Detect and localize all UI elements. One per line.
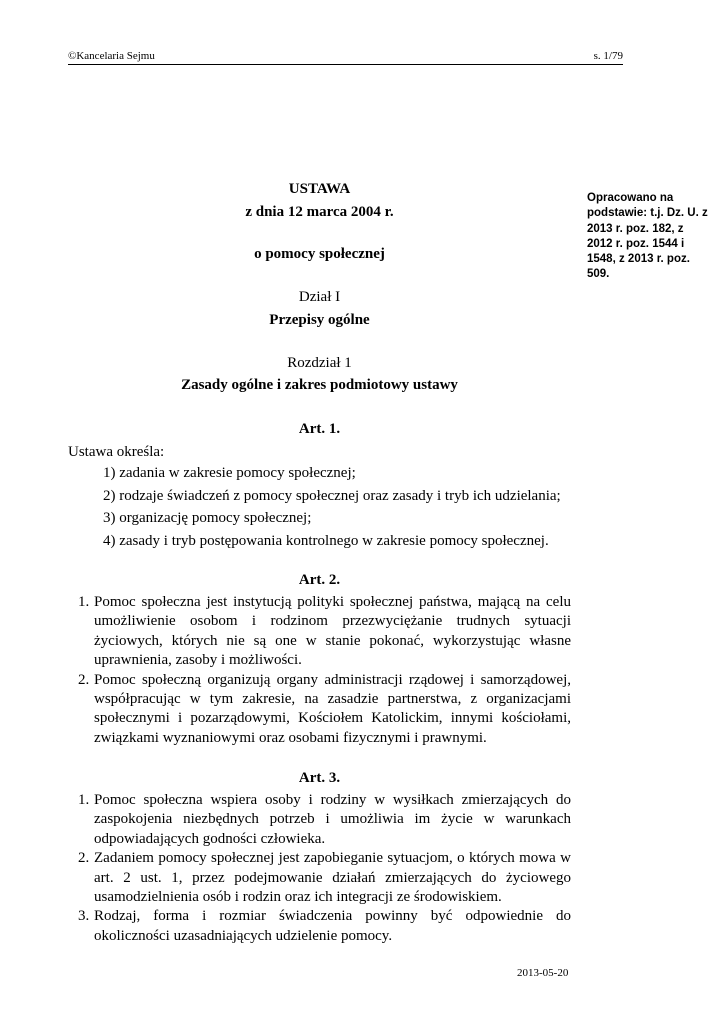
division-label: Dział I: [298, 289, 341, 305]
art3-heading: Art. 3.: [298, 770, 341, 786]
act-title: USTAWA: [288, 181, 351, 197]
paragraph: [78, 671, 571, 749]
list-item: 2) rodzaje świadczeń z pomocy społecznej oraz zasady i tryb ich udzielania;: [103, 487, 561, 504]
paragraph-text: Pomoc społeczna wspiera osoby i rodziny w wysiłkach zmierzających do zaspokojenia niezbędnych potrzeb i umożliwia im życie w warunkach odpowiadających godności człowieka.: [94, 792, 571, 847]
art1-list: [103, 464, 561, 554]
list-item: 4) zasady i tryb postępowania kontrolnego w zakresie pomocy społecznej.: [103, 532, 549, 549]
art1-intro: Ustawa określa:: [68, 444, 165, 460]
art1-heading: Art. 1.: [298, 421, 341, 437]
division-title: Przepisy ogólne: [269, 312, 370, 328]
art2-heading: Art. 2.: [298, 572, 341, 588]
list-item: 1) zadania w zakresie pomocy społecznej;: [103, 465, 356, 481]
paragraph-text: Pomoc społeczna jest instytucją polityki społecznej państwa, mającą na celu umożliwienie osobom i rodzinom przezwyciężanie trudnych sytuacji życiowych, których nie są one w stanie pokonać, wykorzystując własne uprawnienia, zasoby i możliwości.: [94, 594, 571, 669]
paragraph-number: 2.: [78, 671, 90, 688]
document-date: 2013-05-20: [517, 967, 569, 979]
chapter-label: Rozdział 1: [287, 355, 352, 371]
paragraph: [78, 849, 571, 907]
paragraph-text: Zadaniem pomocy społecznej jest zapobieganie sytuacjom, o których mowa w art. 2 ust. 1, przez podejmowanie działań zmierzających do życiowego usamodzielnienia osób i rodzin oraz ich integracji ze środowiskiem.: [94, 850, 571, 906]
page-number: s. 1/79: [593, 50, 623, 62]
list-item: 3) organizację pomocy społecznej;: [103, 510, 312, 526]
act-date: z dnia 12 marca 2004 r.: [245, 204, 394, 220]
source-note: Opracowano na podstawie: t.j. Dz. U. z 2013 r. poz. 182, z 2012 r. poz. 1544 i 1548, z 2013 r. poz. 509.: [587, 192, 708, 281]
paragraph: [78, 791, 571, 849]
art3-body: [78, 791, 571, 946]
paragraph: [78, 907, 571, 946]
page-header: [68, 50, 623, 65]
chapter-title: Zasady ogólne i zakres podmiotowy ustawy: [181, 377, 458, 393]
paragraph-number: 3.: [78, 908, 90, 925]
paragraph-number: 1.: [78, 792, 90, 808]
paragraph-text: Pomoc społeczną organizują organy administracji rządowej i samorządowej, współpracując w tym zakresie, na zasadzie partnerstwa, z organizacjami społecznymi i pozarządowymi, Kościołem Katolickim, innymi kościołami, związkami wyznaniowymi oraz osobami fizycznymi i prawnymi.: [94, 671, 571, 746]
art2-body: [78, 593, 571, 748]
paragraph-number: 1.: [78, 594, 90, 610]
act-subject: o pomocy społecznej: [254, 246, 385, 262]
paragraph: [78, 593, 571, 671]
paragraph-text: Rodzaj, forma i rozmiar świadczenia powinny być odpowiednie do okoliczności uzasadniających udzielenie pomocy.: [94, 908, 571, 944]
publisher-label: ©Kancelaria Sejmu: [68, 50, 155, 62]
paragraph-number: 2.: [78, 850, 90, 867]
